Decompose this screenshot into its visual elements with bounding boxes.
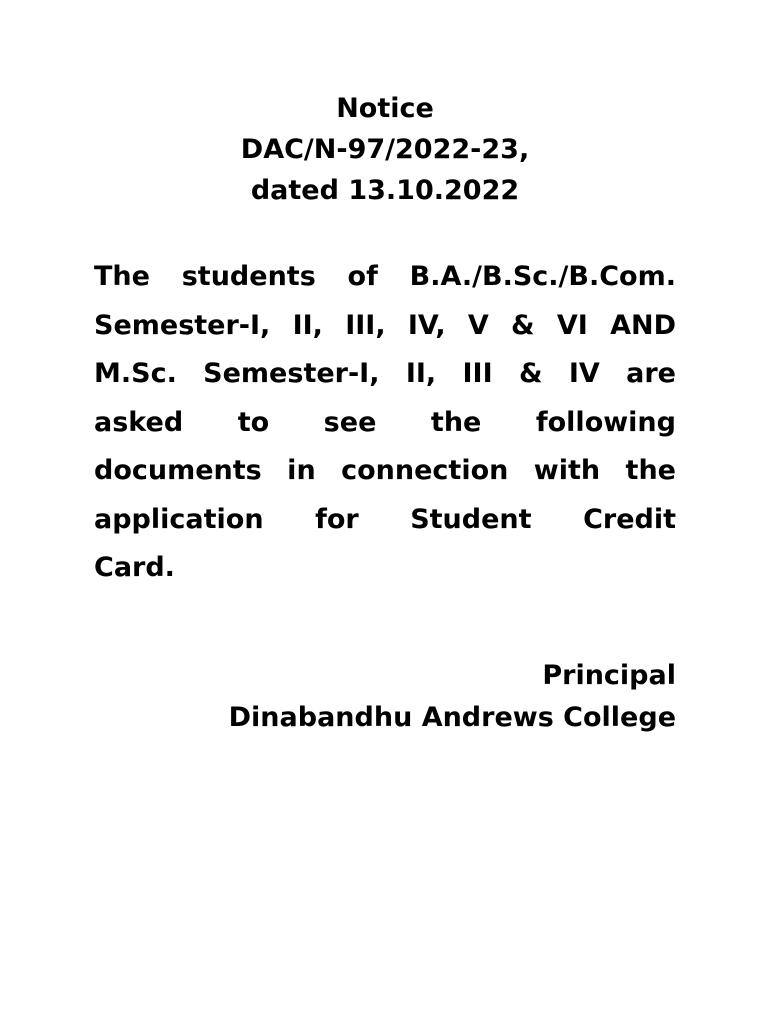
notice-title: Notice <box>336 93 434 124</box>
notice-body <box>94 253 676 593</box>
notice-body-line: asked to see the following <box>94 406 676 438</box>
notice-date: dated 13.10.2022 <box>250 175 520 206</box>
notice-heading <box>0 88 770 211</box>
signatory-designation: Principal <box>542 660 676 691</box>
notice-body-line: documents in connection with the <box>94 455 676 486</box>
notice-body-line: M.Sc. Semester-I, II, III & IV are <box>94 358 676 389</box>
notice-reference-number: DAC/N-97/2022-23, <box>240 134 530 165</box>
notice-body-line: Card. <box>94 552 175 583</box>
signature-block <box>229 655 676 739</box>
notice-body-line: Semester-I, II, III, IV, V & VI AND <box>94 309 676 341</box>
notice-body-line: The students of B.A./B.Sc./B.Com. <box>94 261 676 292</box>
notice-body-line: application for Student Credit <box>94 503 676 535</box>
signatory-institution: Dinabandhu Andrews College <box>228 702 676 733</box>
